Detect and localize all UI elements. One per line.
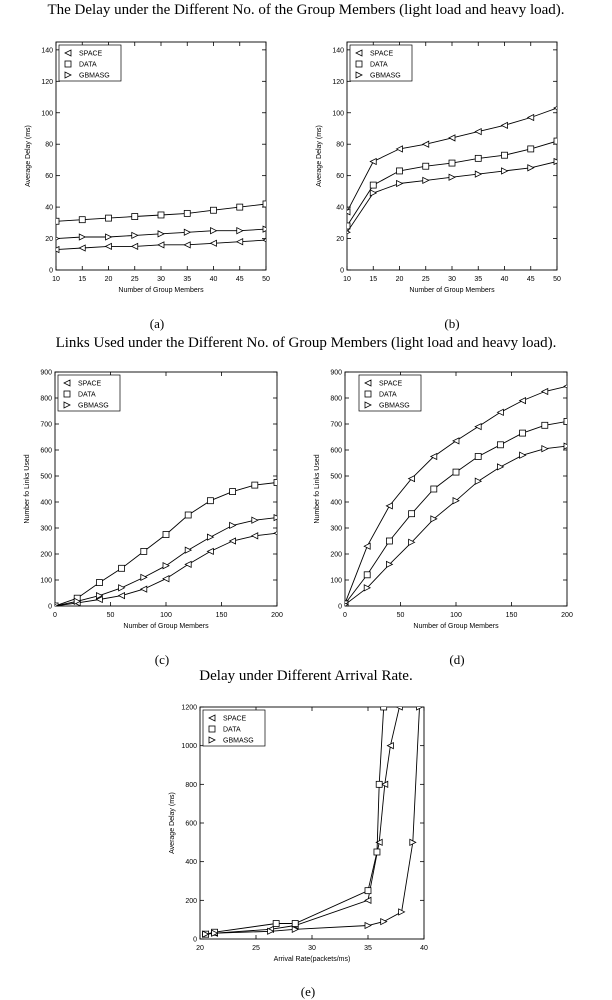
data-point-space bbox=[423, 141, 429, 147]
data-point-gbmasg bbox=[119, 585, 125, 591]
data-point-data bbox=[423, 163, 429, 169]
data-point-gbmasg bbox=[163, 563, 169, 569]
legend-label-gbmasg: GBMASG bbox=[370, 72, 401, 80]
data-point-space bbox=[79, 245, 85, 251]
data-point-data bbox=[528, 146, 534, 152]
data-point-data bbox=[292, 921, 298, 927]
data-point-data bbox=[431, 486, 437, 492]
y-tick-label: 1200 bbox=[181, 704, 197, 712]
data-point-data bbox=[453, 469, 459, 475]
y-tick-label: 400 bbox=[330, 499, 342, 507]
y-tick-label: 20 bbox=[45, 236, 53, 244]
y-tick-label: 800 bbox=[185, 781, 197, 789]
data-point-data bbox=[475, 155, 481, 161]
y-tick-label: 0 bbox=[49, 267, 53, 275]
legend-label-data: DATA bbox=[370, 61, 388, 69]
data-point-space bbox=[520, 398, 526, 404]
data-point-data bbox=[96, 580, 102, 586]
y-tick-label: 80 bbox=[45, 141, 53, 149]
series-line-data bbox=[55, 483, 277, 607]
x-tick-label: 50 bbox=[262, 276, 270, 283]
sublabel-c: (c) bbox=[154, 652, 170, 667]
heading-delay-members: The Delay under the Different No. of the Group Members (light load and heavy load). bbox=[47, 2, 565, 18]
y-tick-label: 0 bbox=[193, 936, 197, 944]
x-tick-label: 200 bbox=[271, 612, 283, 619]
data-point-space bbox=[141, 586, 147, 592]
data-point-gbmasg bbox=[381, 919, 387, 925]
sublabel-b: (b) bbox=[444, 316, 460, 331]
y-tick-label: 800 bbox=[40, 395, 52, 403]
data-point-data bbox=[497, 442, 503, 448]
data-point-space bbox=[386, 503, 392, 509]
data-point-gbmasg bbox=[211, 228, 217, 234]
y-tick-label: 100 bbox=[332, 110, 344, 118]
data-point-space bbox=[475, 424, 481, 430]
x-tick-label: 40 bbox=[500, 276, 509, 283]
legend-label-gbmasg: GBMASG bbox=[79, 72, 110, 80]
legend-label-space: SPACE bbox=[223, 715, 247, 723]
data-point-space bbox=[158, 242, 164, 248]
x-tick-label: 30 bbox=[157, 276, 165, 283]
legend-label-data: DATA bbox=[379, 391, 397, 399]
y-axis-label: Number fo Links Used bbox=[314, 454, 321, 524]
data-point-data bbox=[381, 704, 387, 710]
y-tick-label: 100 bbox=[41, 110, 53, 118]
x-axis-label: Number of Group Members bbox=[413, 623, 499, 630]
y-tick-label: 120 bbox=[41, 78, 53, 86]
legend-label-space: SPACE bbox=[79, 50, 103, 58]
x-tick-label: 40 bbox=[209, 276, 218, 283]
data-point-data bbox=[273, 921, 279, 927]
data-point-data bbox=[263, 201, 269, 207]
legend-marker-data bbox=[356, 61, 362, 67]
data-point-gbmasg bbox=[132, 232, 138, 238]
data-point-gbmasg bbox=[397, 181, 403, 187]
data-point-data bbox=[542, 422, 548, 428]
data-point-data bbox=[364, 572, 370, 578]
y-tick-label: 900 bbox=[40, 369, 52, 377]
legend-label-space: SPACE bbox=[370, 50, 394, 58]
y-tick-label: 200 bbox=[185, 897, 197, 905]
chart-a bbox=[0, 30, 300, 305]
y-tick-label: 0 bbox=[48, 603, 52, 611]
data-point-data bbox=[520, 430, 526, 436]
x-axis-label: Number of Group Members bbox=[409, 287, 495, 294]
legend-marker-data bbox=[209, 726, 215, 732]
data-point-data bbox=[106, 215, 112, 221]
x-tick-label: 50 bbox=[396, 612, 405, 619]
data-point-data bbox=[502, 152, 508, 158]
series-line-space bbox=[55, 533, 277, 606]
data-point-gbmasg bbox=[475, 478, 481, 484]
data-point-gbmasg bbox=[423, 177, 429, 183]
data-point-space bbox=[502, 122, 508, 128]
legend bbox=[203, 710, 265, 746]
chart-c bbox=[0, 362, 300, 637]
x-tick-label: 30 bbox=[308, 945, 316, 952]
y-tick-label: 200 bbox=[40, 551, 52, 559]
y-tick-label: 140 bbox=[332, 47, 344, 55]
y-tick-label: 700 bbox=[40, 421, 52, 429]
data-point-space bbox=[184, 242, 190, 248]
data-point-gbmasg bbox=[79, 234, 85, 240]
data-point-space bbox=[237, 239, 243, 245]
sublabel-d: (d) bbox=[449, 652, 465, 667]
data-point-gbmasg bbox=[185, 547, 191, 553]
x-tick-label: 35 bbox=[364, 945, 372, 952]
data-point-gbmasg bbox=[497, 464, 503, 470]
x-tick-label: 0 bbox=[53, 612, 57, 619]
x-tick-label: 20 bbox=[196, 945, 204, 952]
legend-label-space: SPACE bbox=[78, 380, 102, 388]
data-point-data bbox=[386, 538, 392, 544]
x-axis-label: Number of Group Members bbox=[123, 623, 209, 630]
data-point-space bbox=[106, 243, 112, 249]
data-point-space bbox=[230, 538, 236, 544]
legend-label-space: SPACE bbox=[379, 380, 403, 388]
y-tick-label: 700 bbox=[330, 421, 342, 429]
data-point-data bbox=[274, 480, 280, 486]
legend-label-data: DATA bbox=[223, 726, 241, 734]
x-tick-label: 15 bbox=[78, 276, 87, 283]
y-tick-label: 500 bbox=[40, 473, 52, 481]
chart-b bbox=[306, 30, 612, 305]
data-point-gbmasg bbox=[237, 228, 243, 234]
y-tick-label: 80 bbox=[336, 141, 344, 149]
y-tick-label: 600 bbox=[330, 447, 342, 455]
data-point-data bbox=[230, 489, 236, 495]
data-point-data bbox=[141, 548, 147, 554]
x-tick-label: 50 bbox=[553, 276, 561, 283]
y-tick-label: 40 bbox=[336, 204, 344, 212]
data-point-space bbox=[163, 576, 169, 582]
legend-marker-data bbox=[64, 391, 70, 397]
x-tick-label: 45 bbox=[526, 276, 535, 283]
data-point-data bbox=[163, 532, 169, 538]
data-point-space bbox=[252, 533, 258, 539]
y-tick-label: 20 bbox=[336, 236, 344, 244]
data-point-data bbox=[564, 418, 570, 424]
y-tick-label: 200 bbox=[330, 551, 342, 559]
data-point-data bbox=[374, 849, 380, 855]
data-point-gbmasg bbox=[370, 190, 376, 196]
legend-label-data: DATA bbox=[79, 61, 97, 69]
y-tick-label: 0 bbox=[338, 603, 342, 611]
y-tick-label: 60 bbox=[45, 173, 53, 181]
x-tick-label: 10 bbox=[343, 276, 351, 283]
data-point-gbmasg bbox=[520, 452, 526, 458]
sublabel-e: (e) bbox=[300, 984, 316, 999]
y-axis-label: Average Delay (ms) bbox=[169, 792, 176, 854]
legend-label-gbmasg: GBMASG bbox=[78, 402, 109, 410]
data-point-gbmasg bbox=[230, 522, 236, 528]
x-tick-label: 150 bbox=[505, 612, 518, 619]
data-point-data bbox=[119, 565, 125, 571]
data-point-data bbox=[475, 454, 481, 460]
x-tick-label: 20 bbox=[395, 276, 404, 283]
legend bbox=[350, 45, 412, 81]
x-tick-label: 0 bbox=[343, 612, 347, 619]
x-tick-label: 50 bbox=[106, 612, 115, 619]
data-point-data bbox=[158, 212, 164, 218]
data-point-space bbox=[453, 438, 459, 444]
y-axis-label: Average Delay (ms) bbox=[25, 125, 32, 187]
x-tick-label: 25 bbox=[130, 276, 139, 283]
y-tick-label: 500 bbox=[330, 473, 342, 481]
y-tick-label: 300 bbox=[40, 525, 52, 533]
data-point-space bbox=[364, 543, 370, 549]
heading-delay-arrival: Delay under Different Arrival Rate. bbox=[199, 668, 413, 684]
data-point-space bbox=[132, 243, 138, 249]
x-tick-label: 200 bbox=[561, 612, 573, 619]
x-axis-label: Arrival Rate(packets/ms) bbox=[273, 956, 351, 963]
x-tick-label: 15 bbox=[369, 276, 378, 283]
x-tick-label: 10 bbox=[52, 276, 60, 283]
legend-marker-data bbox=[365, 391, 371, 397]
data-point-data bbox=[185, 512, 191, 518]
y-tick-label: 600 bbox=[40, 447, 52, 455]
data-point-gbmasg bbox=[207, 534, 213, 540]
data-point-gbmasg bbox=[528, 165, 534, 171]
x-tick-label: 20 bbox=[104, 276, 113, 283]
series-group bbox=[52, 480, 280, 610]
legend-label-gbmasg: GBMASG bbox=[223, 737, 254, 745]
data-point-data bbox=[344, 223, 350, 229]
data-point-gbmasg bbox=[158, 231, 164, 237]
data-point-data bbox=[184, 210, 190, 216]
y-tick-label: 60 bbox=[336, 173, 344, 181]
data-point-space bbox=[475, 129, 481, 135]
data-point-data bbox=[252, 482, 258, 488]
data-point-data bbox=[554, 138, 560, 144]
y-axis-label: Average Delay (ms) bbox=[316, 125, 323, 187]
data-point-gbmasg bbox=[449, 174, 455, 180]
data-point-data bbox=[365, 888, 371, 894]
y-tick-label: 140 bbox=[41, 47, 53, 55]
legend bbox=[359, 375, 421, 411]
data-point-space bbox=[185, 561, 191, 567]
x-tick-label: 25 bbox=[252, 945, 260, 952]
data-point-data bbox=[132, 214, 138, 220]
data-point-gbmasg bbox=[502, 168, 508, 174]
x-tick-label: 35 bbox=[474, 276, 483, 283]
x-tick-label: 100 bbox=[450, 612, 462, 619]
data-point-data bbox=[409, 511, 415, 517]
data-point-data bbox=[376, 781, 382, 787]
data-point-data bbox=[79, 217, 85, 223]
data-point-space bbox=[449, 135, 455, 141]
data-point-data bbox=[53, 218, 59, 224]
y-axis-label: Number fo Links Used bbox=[24, 454, 31, 524]
data-point-space bbox=[119, 593, 125, 599]
data-point-gbmasg bbox=[141, 574, 147, 580]
y-tick-label: 400 bbox=[40, 499, 52, 507]
series-line-gbmasg bbox=[55, 518, 277, 606]
data-point-data bbox=[237, 204, 243, 210]
chart-d bbox=[306, 362, 612, 637]
x-tick-label: 40 bbox=[420, 945, 428, 952]
data-point-gbmasg bbox=[365, 922, 371, 928]
data-point-space bbox=[542, 389, 548, 395]
data-point-space bbox=[211, 240, 217, 246]
data-point-data bbox=[449, 160, 455, 166]
series-line-gbmasg bbox=[347, 162, 557, 233]
data-point-space bbox=[497, 409, 503, 415]
legend-label-data: DATA bbox=[78, 391, 96, 399]
x-tick-label: 25 bbox=[421, 276, 430, 283]
x-tick-label: 45 bbox=[235, 276, 244, 283]
data-point-data bbox=[370, 182, 376, 188]
series-group bbox=[344, 105, 560, 235]
legend bbox=[58, 375, 120, 411]
data-point-gbmasg bbox=[475, 171, 481, 177]
data-point-data bbox=[397, 168, 403, 174]
x-tick-label: 30 bbox=[448, 276, 456, 283]
data-point-gbmasg bbox=[252, 517, 258, 523]
data-point-space bbox=[207, 548, 213, 554]
data-point-gbmasg bbox=[106, 234, 112, 240]
sublabel-a: (a) bbox=[149, 316, 165, 331]
data-point-data bbox=[207, 498, 213, 504]
y-tick-label: 300 bbox=[330, 525, 342, 533]
y-tick-label: 40 bbox=[45, 204, 53, 212]
series-line-data bbox=[347, 141, 557, 226]
y-tick-label: 400 bbox=[185, 859, 197, 867]
series-group bbox=[342, 380, 570, 607]
x-tick-label: 150 bbox=[215, 612, 228, 619]
data-point-gbmasg bbox=[184, 229, 190, 235]
heading-links-members: Links Used under the Different No. of Group Members (light load and heavy load). bbox=[55, 335, 557, 351]
x-tick-label: 100 bbox=[160, 612, 172, 619]
x-axis-label: Number of Group Members bbox=[118, 287, 204, 294]
legend bbox=[59, 45, 121, 81]
data-point-space bbox=[370, 159, 376, 165]
data-point-gbmasg bbox=[542, 446, 548, 452]
legend-label-gbmasg: GBMASG bbox=[379, 402, 410, 410]
y-tick-label: 800 bbox=[330, 395, 342, 403]
chart-e bbox=[160, 697, 460, 972]
x-tick-label: 35 bbox=[183, 276, 192, 283]
y-tick-label: 120 bbox=[332, 78, 344, 86]
y-tick-label: 1000 bbox=[181, 743, 197, 751]
data-point-space bbox=[528, 114, 534, 120]
y-tick-label: 900 bbox=[330, 369, 342, 377]
legend-marker-data bbox=[65, 61, 71, 67]
y-tick-label: 600 bbox=[185, 820, 197, 828]
data-point-space bbox=[397, 146, 403, 152]
series-line-space bbox=[345, 386, 567, 603]
y-tick-label: 100 bbox=[40, 577, 52, 585]
data-point-data bbox=[211, 207, 217, 213]
y-tick-label: 100 bbox=[330, 577, 342, 585]
y-tick-label: 0 bbox=[340, 267, 344, 275]
series-group bbox=[53, 201, 269, 253]
